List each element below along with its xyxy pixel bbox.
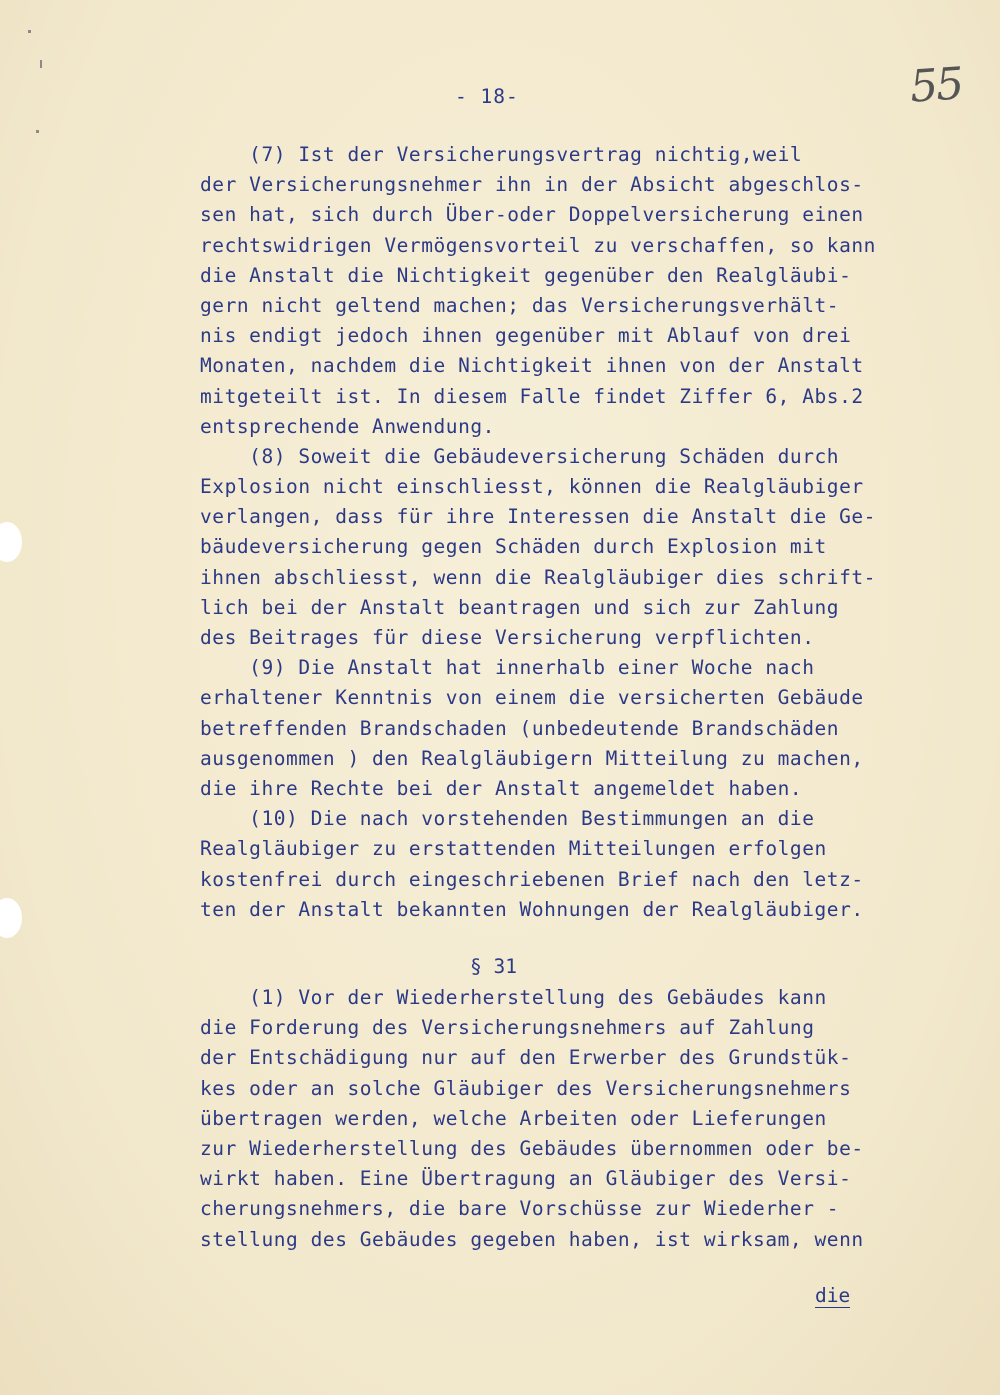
paper-speck xyxy=(28,30,31,33)
text-line: ihnen abschliesst, wenn die Realgläubiger dies schrift- xyxy=(200,565,876,589)
text-line: Realgläubiger zu erstattenden Mitteilungen erfolgen xyxy=(200,837,827,861)
text-line: cherungsnehmers, die bare Vorschüsse zur Wiederher - xyxy=(200,1197,840,1221)
paragraph-block-1 xyxy=(200,140,876,925)
text-line: die Forderung des Versicherungsnehmers auf Zahlung xyxy=(200,1016,815,1040)
text-line: mitgeteilt ist. In diesem Falle findet Ziffer 6, Abs.2 xyxy=(200,384,864,408)
text-line: (1) Vor der Wiederherstellung des Gebäudes kann xyxy=(200,986,827,1009)
text-line: betreffenden Brandschaden (unbedeutende Brandschäden xyxy=(200,716,840,740)
text-line: Monaten, nachdem die Nichtigkeit ihnen von der Anstalt xyxy=(200,354,864,378)
text-line: sen hat, sich durch Über-oder Doppelversicherung einen xyxy=(200,203,864,227)
text-line: kostenfrei durch eingeschriebenen Brief nach den letz- xyxy=(200,867,864,891)
text-line: Explosion nicht einschliesst, können die Realgläubiger xyxy=(200,475,864,499)
text-line: die ihre Rechte bei der Anstalt angemeldet haben. xyxy=(200,776,803,800)
text-line: die Anstalt die Nichtigkeit gegenüber den Realgläubi- xyxy=(200,263,852,287)
text-line: erhaltener Kenntnis von einem die versicherten Gebäude xyxy=(200,686,864,710)
text-line: kes oder an solche Gläubiger des Versicherungsnehmers xyxy=(200,1076,852,1100)
text-line: ten der Anstalt bekannten Wohnungen der Realgläubiger. xyxy=(200,897,864,921)
text-line: rechtswidrigen Vermögensvorteil zu verschaffen, so kann xyxy=(200,233,876,257)
text-line: zur Wiederherstellung des Gebäudes übernommen oder be- xyxy=(200,1136,864,1160)
text-line: lich bei der Anstalt beantragen und sich zur Zahlung xyxy=(200,595,840,619)
text-line: übertragen werden, welche Arbeiten oder Lieferungen xyxy=(200,1106,827,1130)
text-line: (7) Ist der Versicherungsvertrag nichtig,weil xyxy=(200,143,803,166)
text-line: entsprechende Anwendung. xyxy=(200,414,495,438)
page-number: - 18- xyxy=(455,85,519,108)
text-line: (9) Die Anstalt hat innerhalb einer Woche nach xyxy=(200,656,815,680)
text-line: nis endigt jedoch ihnen gegenüber mit Ablauf von drei xyxy=(200,324,852,348)
text-line: wirkt haben. Eine Übertragung an Gläubiger des Versi- xyxy=(200,1167,852,1191)
text-line: (10) Die nach vorstehenden Bestimmungen an die xyxy=(200,807,815,831)
text-line: stellung des Gebäudes gegeben haben, ist wirksam, wenn xyxy=(200,1227,864,1251)
paragraph-block-2 xyxy=(200,983,864,1255)
section-heading: § 31 xyxy=(470,955,517,978)
text-line: ausgenommen ) den Realgläubigern Mitteilung zu machen, xyxy=(200,746,864,770)
text-line: bäudeversicherung gegen Schäden durch Explosion mit xyxy=(200,535,827,559)
text-line: des Beitrages für diese Versicherung verpflichten. xyxy=(200,626,815,649)
text-line: verlangen, dass für ihre Interessen die Anstalt die Ge- xyxy=(200,505,876,529)
text-line: (8) Soweit die Gebäudeversicherung Schäden durch xyxy=(200,444,840,468)
catchword: die xyxy=(815,1284,851,1307)
text-line: der Entschädigung nur auf den Erwerber des Grundstük- xyxy=(200,1046,852,1070)
text-line: gern nicht geltend machen; das Versicherungsverhält- xyxy=(200,293,840,317)
handwritten-folio-number: 55 xyxy=(908,58,964,113)
paper-speck xyxy=(36,130,39,133)
text-line: der Versicherungsnehmer ihn in der Absicht abgeschlos- xyxy=(200,173,864,197)
paper-speck xyxy=(40,60,42,68)
